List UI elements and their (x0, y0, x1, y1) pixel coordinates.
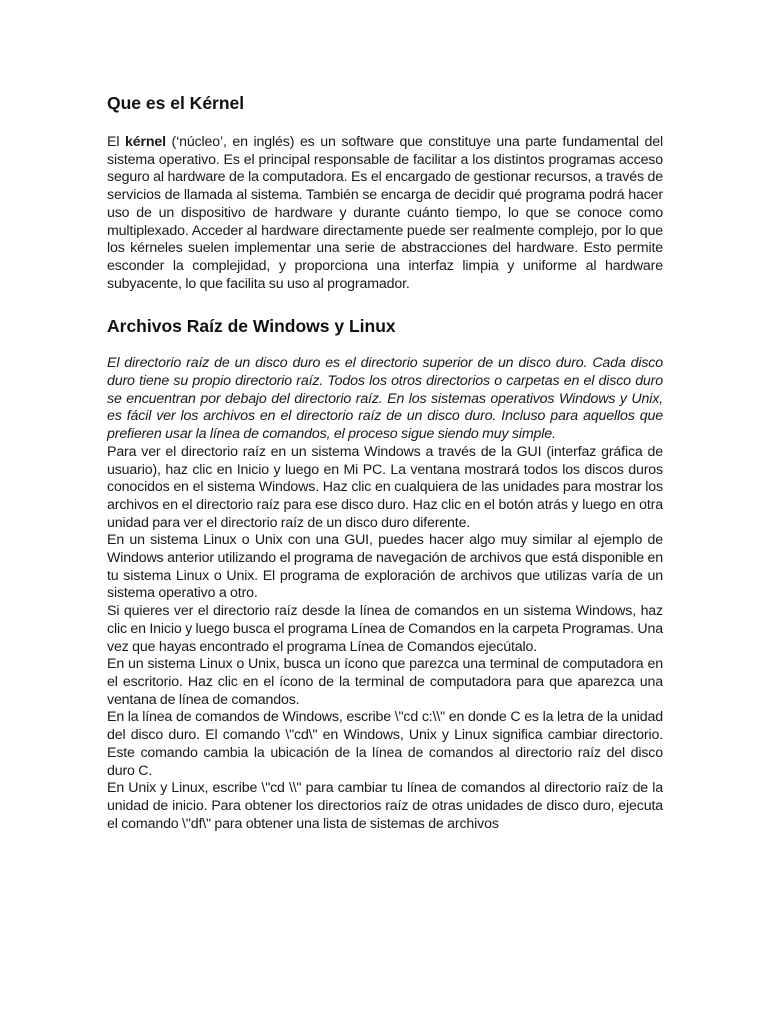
section-title-kernel: Que es el Kérnel (107, 93, 245, 113)
root-files-paragraph-terminal-linux: En un sistema Linux o Unix, busca un ícono que parezca una terminal de computadora en el escritorio. Haz clic en el ícono de la terminal de computadora para que aparezca una ventana de línea de comandos. (107, 656, 663, 708)
kernel-paragraph-text: (‘núcleo’, en inglés) es un software que constituye una parte fundamental del sistema operativo. Es el principal responsable de facilitar a los distintos programas acceso seguro al hardware de la computadora. Es el encargado de gestionar recursos, a través de servicios de llamada al sistema. También se encarga de decidir qué programa podrá hacer uso de un dispositivo de hardware y durante cuánto tiempo, lo que se conoce como multiplexado. Acceder al hardware directamente puede ser realmente complejo, por lo que los kérneles suelen implementar una serie de abstracciones del hardware. Esto permite esconder la complejidad, y proporciona una interfaz limpia y uniforme al hardware subyacente, lo que facilita su uso al programador. (107, 134, 663, 292)
kernel-paragraph (107, 134, 663, 293)
kernel-paragraph-prefix: El (107, 134, 125, 150)
document-page (107, 92, 663, 833)
root-files-paragraph-cd-windows: En la línea de comandos de Windows, escribe \"cd c:\\" en donde C es la letra de la unidad del disco duro. El comando \"cd\" en Windows, Unix y Linux significa cambiar directorio. Este comando cambia la ubicación de la línea de comandos al directorio raíz del disco duro C. (107, 709, 663, 779)
root-files-paragraph-gui-linux: En un sistema Linux o Unix con una GUI, puedes hacer algo muy similar al ejemplo de Windows anterior utilizando el programa de navegación de archivos que está disponible en tu sistema Linux o Unix. El programa de exploración de archivos que utilizas varía de un sistema operativo a otro. (107, 532, 663, 602)
root-files-paragraph-gui-windows: Para ver el directorio raíz en un sistema Windows a través de la GUI (interfaz gráfica de usuario), haz clic en Inicio y luego en Mi PC. La ventana mostrará todos los discos duros conocidos en el sistema Windows. Haz clic en cualquiera de las unidades para mostrar los archivos en el directorio raíz para ese disco duro. Haz clic en el botón atrás y luego en otra unidad para ver el directorio raíz de un disco duro diferente. (107, 443, 663, 531)
root-files-paragraph-cmd-windows: Si quieres ver el directorio raíz desde la línea de comandos en un sistema Windows, haz clic en Inicio y luego busca el programa Línea de Comandos en la carpeta Programas. Una vez que hayas encontrado el programa Línea de Comandos ejecútalo. (107, 603, 663, 655)
root-files-intro: El directorio raíz de un disco duro es el directorio superior de un disco duro. Cada disco duro tiene su propio directorio raíz. Todos los otros directorios o carpetas en el disco duro se encuentran por debajo del directorio raíz. En los sistemas operativos Windows y Unix, es fácil ver los archivos en el directorio raíz de un disco duro. Incluso para aquellos que prefieren usar la línea de comandos, el proceso sigue siendo muy simple. (107, 355, 663, 443)
section-title-root-files: Archivos Raíz de Windows y Linux (107, 316, 396, 337)
kernel-term: kérnel (124, 134, 166, 150)
root-files-paragraph-cd-unix: En Unix y Linux, escribe \"cd \\" para cambiar tu línea de comandos al directorio raíz de la unidad de inicio. Para obtener los directorios raíz de otras unidades de disco duro, ejecuta el comando \"df\" para obtener una lista de sistemas de archivos (107, 780, 663, 832)
